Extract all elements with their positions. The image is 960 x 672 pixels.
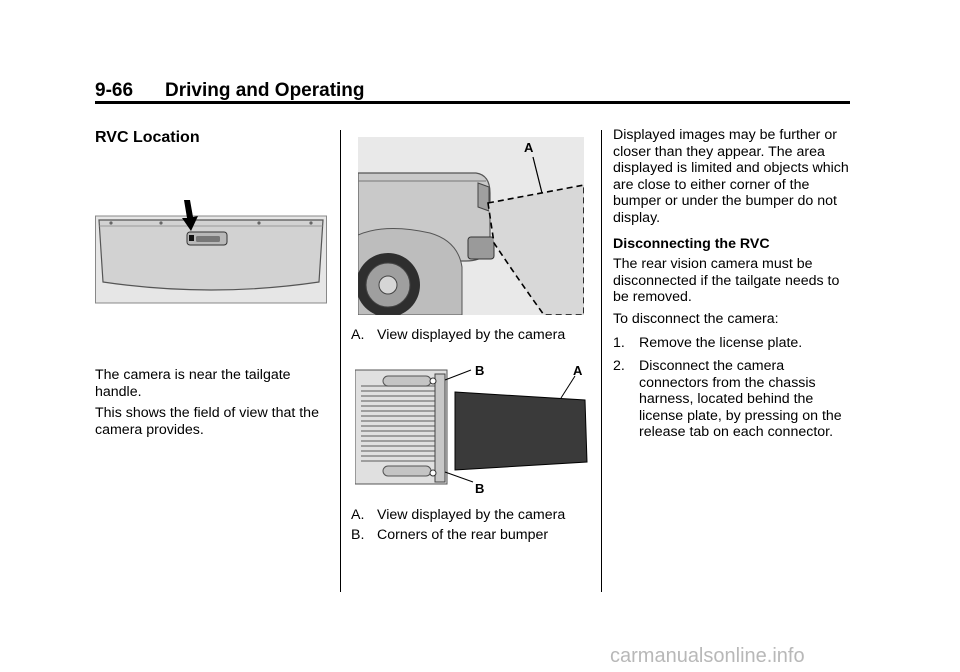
column-divider-right — [601, 130, 602, 592]
caption-figure1: A. View displayed by the camera — [351, 327, 566, 343]
page-header — [95, 80, 365, 102]
disconnect-instruction-text: To disconnect the camera: — [613, 311, 779, 327]
side-view-figure — [358, 137, 584, 315]
figure2-label-b-bottom: B — [475, 481, 485, 496]
disconnect-intro-text: The rear vision camera must be disconnected if the tailgate needs to be removed. — [613, 256, 840, 306]
column-divider-left — [340, 130, 341, 592]
caption-figure2-a: A. View displayed by the camera — [351, 507, 566, 523]
rvc-location-heading: RVC Location — [95, 129, 200, 146]
step-2: 2. Disconnect the camera connectors from the chassis harness, located behind the license plate, by pressing on the release tab on each connector. — [613, 358, 842, 441]
figure1-label-a: A — [524, 140, 534, 155]
disconnecting-heading: Disconnecting the RVC — [613, 236, 770, 252]
figure2-label-b-top: B — [475, 364, 485, 378]
tailgate-figure — [95, 198, 327, 304]
section-title: Driving and Operating — [165, 80, 365, 101]
watermark: carmanualsonline.info — [610, 645, 805, 667]
top-view-figure — [355, 364, 589, 496]
header-rule — [95, 101, 850, 104]
display-limitations-text: Displayed images may be further or closer than they appear. The area displayed is limited and objects which are close to either corner of the bumper or under the bumper do not display. — [613, 127, 849, 226]
field-of-view-text: This shows the field of view that the camera provides. — [95, 405, 319, 438]
caption-figure2-b: B. Corners of the rear bumper — [351, 527, 549, 543]
step-1: 1. Remove the license plate. — [613, 335, 803, 351]
camera-location-text: The camera is near the tailgate handle. — [95, 367, 291, 400]
figure2-label-a: A — [573, 364, 583, 378]
page-number: 9-66 — [95, 80, 134, 101]
